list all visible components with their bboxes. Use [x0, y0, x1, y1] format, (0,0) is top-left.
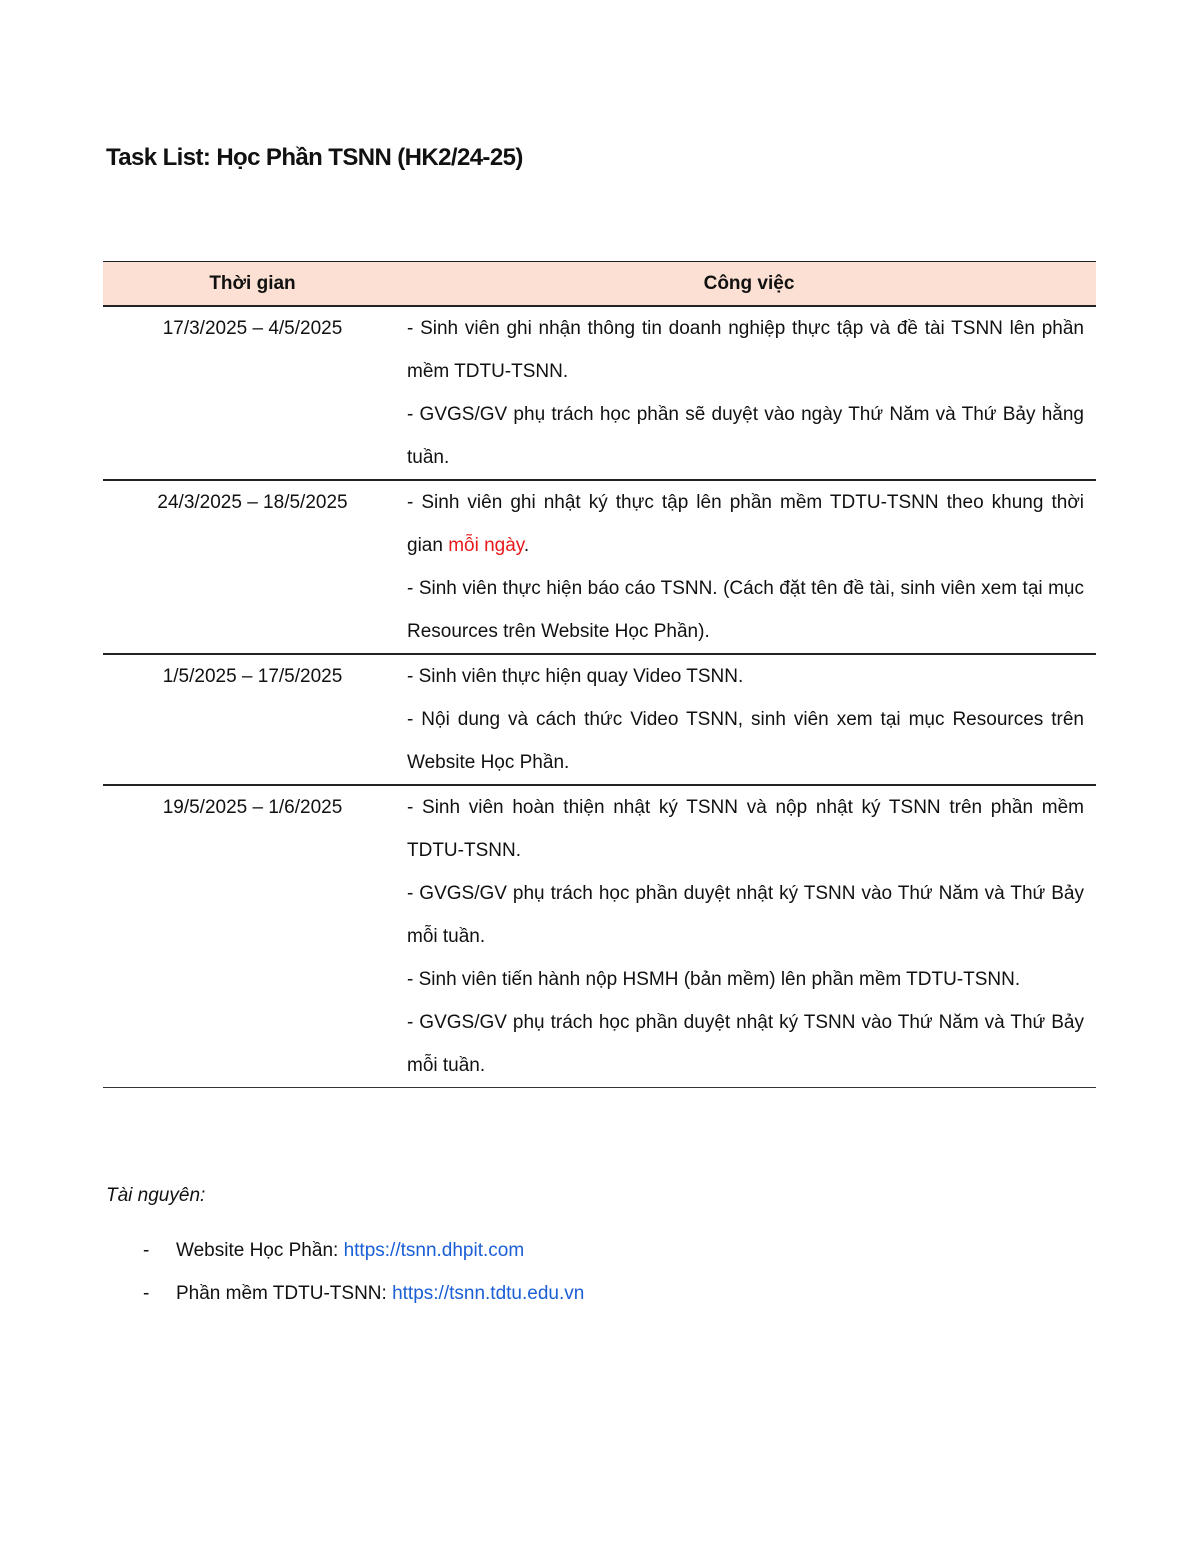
task-line: - Sinh viên hoàn thiện nhật ký TSNN và nộp nhật ký TSNN trên phần mềm TDTU-TSNN. — [407, 797, 1084, 861]
list-item — [106, 1272, 1006, 1315]
task-line: - GVGS/GV phụ trách học phần duyệt nhật ký TSNN vào Thứ Năm và Thứ Bảy mỗi tuần. — [407, 883, 1084, 947]
table-row — [103, 306, 1096, 480]
header-time: Thời gian — [103, 262, 402, 307]
work-cell — [402, 306, 1096, 480]
header-work: Công việc — [402, 262, 1096, 307]
website-link[interactable]: https://tsnn.dhpit.com — [343, 1240, 525, 1261]
work-cell — [402, 480, 1096, 654]
resource-label: Website Học Phần: — [176, 1240, 344, 1261]
page-title: Task List: Học Phần TSNN (HK2/24-25) — [106, 144, 523, 171]
time-cell: 1/5/2025 – 17/5/2025 — [103, 654, 402, 785]
software-link[interactable]: https://tsnn.tdtu.edu.vn — [392, 1283, 585, 1304]
work-cell — [402, 785, 1096, 1088]
task-line: - Sinh viên tiến hành nộp HSMH (bản mềm) lên phần mềm TDTU-TSNN. — [407, 969, 1021, 990]
list-dash: - — [143, 1283, 150, 1304]
task-line: - Sinh viên ghi nhận thông tin doanh nghiệp thực tập và đề tài TSNN lên phần mềm TDTU-TSNN. — [407, 318, 1084, 382]
table-row — [103, 654, 1096, 785]
resource-list — [106, 1229, 1006, 1315]
task-line: - Sinh viên thực hiện báo cáo TSNN. (Cách đặt tên đề tài, sinh viên xem tại mục Resources trên Website Học Phần). — [407, 578, 1084, 642]
resource-label: Phần mềm TDTU-TSNN: — [176, 1283, 393, 1304]
table-header-row — [103, 262, 1096, 307]
time-cell: 24/3/2025 – 18/5/2025 — [103, 480, 402, 654]
task-text: - Sinh viên ghi nhật ký thực tập lên phần mềm TDTU-TSNN theo khung thời gian — [407, 492, 1084, 556]
task-text-end: . — [523, 535, 530, 556]
resources-section — [106, 1177, 1006, 1315]
daily-highlight: mỗi ngày — [448, 535, 524, 556]
table-row — [103, 480, 1096, 654]
task-line: - Nội dung và cách thức Video TSNN, sinh viên xem tại mục Resources trên Website Học Phần. — [407, 709, 1084, 773]
list-item — [106, 1229, 1006, 1272]
time-cell: 19/5/2025 – 1/6/2025 — [103, 785, 402, 1088]
task-line: - Sinh viên thực hiện quay Video TSNN. — [407, 666, 744, 687]
resources-label: Tài nguyên: — [106, 1185, 206, 1206]
task-table — [103, 261, 1096, 1088]
table-row — [103, 785, 1096, 1088]
task-line — [407, 481, 1084, 567]
task-line: - GVGS/GV phụ trách học phần duyệt nhật ký TSNN vào Thứ Năm và Thứ Bảy mỗi tuần. — [407, 1012, 1084, 1076]
work-cell — [402, 654, 1096, 785]
task-line: - GVGS/GV phụ trách học phần sẽ duyệt vào ngày Thứ Năm và Thứ Bảy hằng tuần. — [407, 404, 1084, 468]
list-dash: - — [143, 1240, 150, 1261]
time-cell: 17/3/2025 – 4/5/2025 — [103, 306, 402, 480]
